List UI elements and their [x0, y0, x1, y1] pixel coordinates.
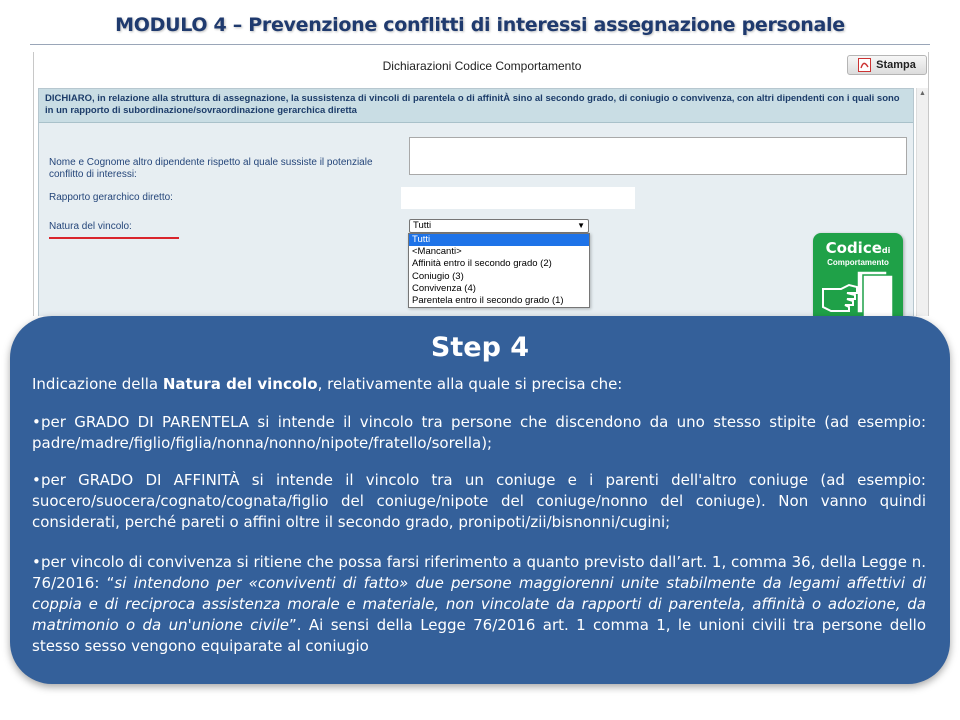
- bullet-icon: •: [32, 471, 41, 489]
- logo-title: Codice: [825, 239, 882, 257]
- scrollbar[interactable]: [916, 88, 928, 316]
- codice-comportamento-logo: [813, 233, 903, 316]
- name-textarea[interactable]: [409, 137, 907, 175]
- intro-pre: Indicazione della: [32, 375, 163, 393]
- slide-title: MODULO 4 – Prevenzione conflitti di interessi assegnazione personale: [115, 14, 845, 36]
- b2-highlight: GRADO DI AFFINITÀ: [78, 471, 240, 489]
- hand-document-icon: [821, 269, 897, 316]
- bullet-parentela: [32, 412, 926, 454]
- b2-pre: per: [41, 471, 79, 489]
- title-divider: [30, 44, 930, 45]
- b1-pre: per: [41, 413, 75, 431]
- dropdown-option[interactable]: Convivenza (4): [412, 282, 476, 294]
- bullet-affinita: [32, 470, 926, 533]
- natura-field-label: Natura del vincolo:: [49, 221, 132, 232]
- b3-mid: si ritiene che possa farsi riferimento a quanto previsto dall’art. 1, comma 36, della Legge n. 76/2016: “: [32, 553, 926, 592]
- app-header: [34, 52, 929, 80]
- step-box: [10, 316, 950, 684]
- dropdown-option[interactable]: Tutti: [409, 234, 589, 246]
- rapporto-input[interactable]: [401, 187, 635, 209]
- natura-select[interactable]: [409, 219, 589, 233]
- bullet-convivenza: [32, 552, 926, 657]
- b3-pre: per: [41, 553, 71, 571]
- print-button-label: Stampa: [876, 59, 916, 71]
- b3-italic-quote: si intendono per «conviventi di fatto» due persone maggiorenni unite stabilmente da legami affettivi di coppia e di reciproca assistenza morale e materiale, non vincolate da rapporti di parentela, affinità o adozione, da matrimonio o da un'unione civile: [32, 574, 926, 634]
- rapporto-field-label: Rapporto gerarchico diretto:: [49, 192, 173, 203]
- b2-post: si intende il vincolo tra un coniuge e i parenti dell'altro coniuge (ad esempio: suocero/suocera/cognato/cognata/figlio del coniuge/nipote del coniuge/nonno del coniuge). Non vanno quindi considerati, perché pareti o affini oltre il secondo grado, pronipoti/zii/bisnonni/cugini;: [32, 471, 926, 531]
- chevron-down-icon: ▼: [577, 221, 585, 230]
- panel-heading: DICHIARO, in relazione alla struttura di assegnazione, la sussistenza di vincoli di parentela o di affinitÀ sino al secondo grado, di coniugio o convivenza, con altri dipendenti con i quali sono in un rapporto di subordinazione/sovraordinazione gerarchica diretta: [39, 89, 913, 123]
- scroll-up-icon[interactable]: ▲: [919, 90, 926, 97]
- step-title: Step 4: [430, 332, 530, 363]
- dropdown-option[interactable]: Parentela entro il secondo grado (1): [412, 294, 564, 306]
- app-screenshot: [33, 52, 929, 316]
- bullet-icon: •: [32, 553, 41, 571]
- dropdown-option[interactable]: Coniugio (3): [412, 270, 464, 282]
- b1-post: si intende il vincolo tra persone che discendono da uno stesso stipite (ad esempio: padre/madre/figlio/figlia/nonna/nonno/nipote/fratello/sorella);: [32, 413, 926, 452]
- intro-post: , relativamente alla quale si precisa che:: [317, 375, 623, 393]
- dropdown-option[interactable]: <Mancanti>: [412, 246, 462, 258]
- declaration-panel: [38, 88, 914, 316]
- logo-subtitle: Comportamento: [827, 258, 889, 267]
- pdf-icon: [858, 58, 871, 72]
- print-button[interactable]: [847, 55, 927, 75]
- app-header-title: Dichiarazioni Codice Comportamento: [382, 59, 582, 73]
- b3-highlight: vincolo di convivenza: [70, 553, 232, 571]
- name-field-label: Nome e Cognome altro dipendente rispetto al quale sussiste il potenziale conflitto di interessi:: [49, 157, 373, 180]
- intro-bold: Natura del vincolo: [162, 375, 318, 393]
- natura-dropdown-list: [408, 233, 590, 308]
- step-intro: [32, 374, 926, 395]
- b1-highlight: GRADO DI PARENTELA: [74, 413, 250, 431]
- b3-post: ”. Ai sensi della Legge 76/2016 art. 1 comma 1, le unioni civili tra persone dello stesso sesso vengono equiparate al coniugio: [32, 616, 926, 655]
- natura-select-value: Tutti: [413, 220, 432, 231]
- dropdown-option[interactable]: Affinità entro il secondo grado (2): [412, 258, 552, 270]
- logo-title-small: di: [881, 246, 891, 255]
- bullet-icon: •: [32, 413, 41, 431]
- natura-highlight-underline: [49, 237, 179, 239]
